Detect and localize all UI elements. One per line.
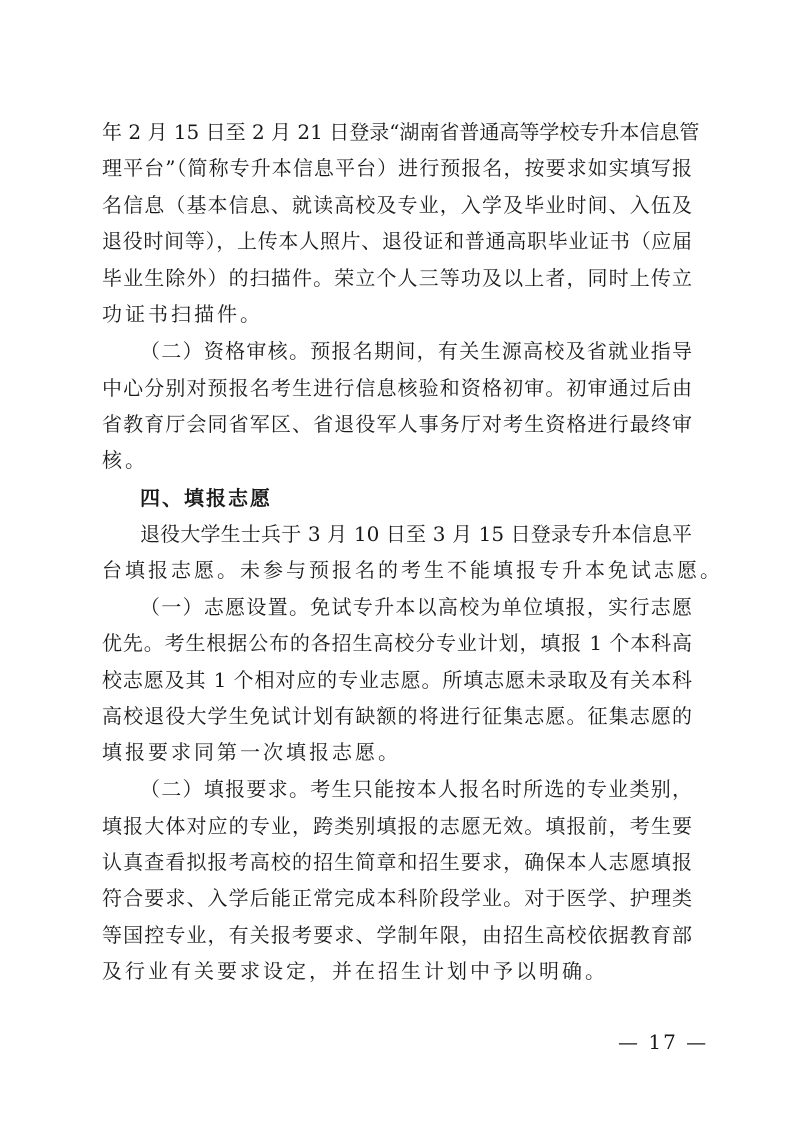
text-line: 高校退役大学生免试计划有缺额的将进行征集志愿。征集志愿的 (102, 704, 692, 728)
text-line: 填报要求同第一次填报志愿。 (102, 740, 401, 764)
text-line: 等国控专业，有关报考要求、学制年限，由招生高校依据教育部 (102, 923, 692, 947)
text-line: （一）志愿设置。免试专升本以高校为单位填报，实行志愿 (140, 595, 692, 619)
text-line: 退役大学生士兵于 3 月 10 日至 3 月 15 日登录专升本信息平 (140, 522, 692, 546)
text-line: 省教育厅会同省军区、省退役军人事务厅对考生资格进行最终审 (102, 412, 692, 436)
text-line: 中心分别对预报名考生进行信息核验和资格初审。初审通过后由 (102, 376, 692, 400)
text-line: 功证书扫描件。 (102, 302, 263, 326)
text-line: 校志愿及其 1 个相对应的专业志愿。所填志愿未录取及有关本科 (102, 668, 692, 692)
text-line: 名信息（基本信息、就读高校及专业，入学及毕业时间、入伍及 (102, 193, 692, 217)
text-line: 理平台”（简称专升本信息平台）进行预报名，按要求如实填写报 (102, 156, 692, 180)
text-line: （二）资格审核。预报名期间，有关生源高校及省就业指导 (140, 339, 692, 363)
text-line: 符合要求、入学后能正常完成本科阶段学业。对于医学、护理类 (102, 886, 692, 910)
text-line: 退役时间等），上传本人照片、退役证和普通高职毕业证书（应届 (102, 229, 692, 253)
text-line: 及行业有关要求设定，并在招生计划中予以明确。 (102, 959, 608, 983)
text-line: 核。 (102, 448, 148, 472)
text-line: 台填报志愿。未参与预报名的考生不能填报专升本免试志愿。 (102, 558, 723, 582)
text-line: 认真查看拟报考高校的招生简章和招生要求，确保本人志愿填报 (102, 850, 692, 874)
section-heading: 四、填报志愿 (140, 486, 272, 510)
text-line: （二）填报要求。考生只能按本人报名时所选的专业类别， (140, 777, 692, 801)
text-line: 年 2 月 15 日至 2 月 21 日登录“湖南省普通高等学校专升本信息管 (102, 120, 700, 144)
text-line: 填报大体对应的专业，跨类别填报的志愿无效。填报前，考生要 (102, 814, 692, 838)
page-number: — 17 — (618, 1030, 709, 1054)
text-line: 毕业生除外）的扫描件。荣立个人三等功及以上者，同时上传立 (102, 266, 692, 290)
text-line: 优先。考生根据公布的各招生高校分专业计划，填报 1 个本科高 (102, 631, 692, 655)
